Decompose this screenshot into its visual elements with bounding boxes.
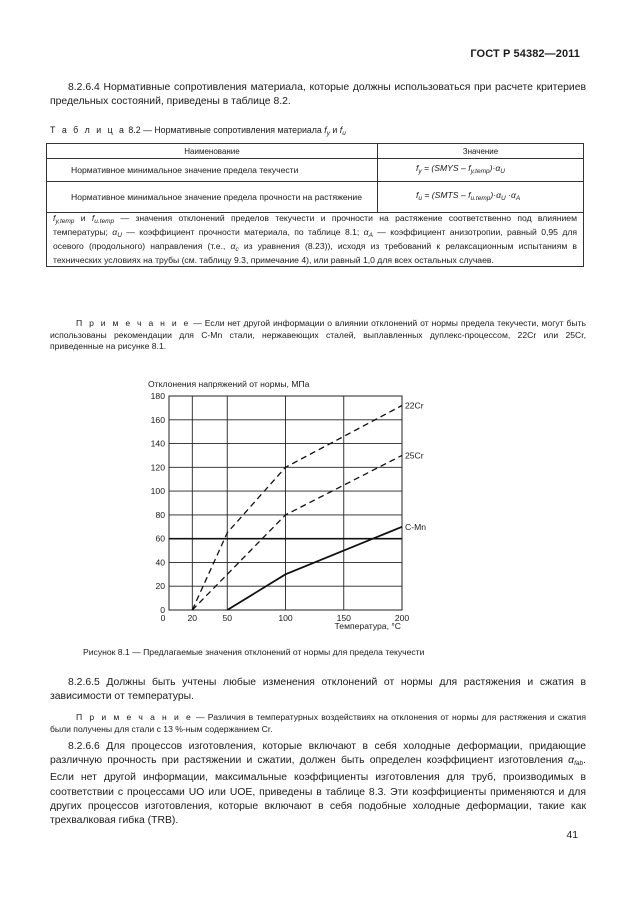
note-1	[50, 318, 586, 353]
table-caption-label: Т а б л и ц а	[50, 125, 126, 135]
page-number: 41	[566, 830, 578, 841]
y-tick-label: 40	[155, 557, 165, 568]
x-tick-label: 20	[187, 613, 198, 623]
series-label: 22Cr	[405, 400, 424, 411]
column-header-name: Наименование	[47, 144, 378, 159]
y-tick-label: 0	[160, 605, 165, 615]
table-row	[47, 159, 584, 182]
row-formula: $f_u$ = (SMTS – $f_{u.temp})\cdot\alpha_U \cdot\alpha_A$	[378, 182, 584, 213]
x-tick-label: 100	[278, 613, 293, 623]
x-tick-label: 0	[160, 613, 166, 623]
caption-conjunction: и	[332, 125, 338, 135]
table-note: $f_{y,temp}$ и $f_{u.temp}$ — значения отклонений пределов текучести и прочности на растяжение соответственно под влиянием температуры; $\alpha_U$ — коэффициент прочности материала, по таблице 8.1; $\alpha_A$ — коэффициент анизотропии, равный 0,95 для осевого (продольного) направления (т.е., $\alpha_c$ из уравнения (8.23)), исходя из требований к релаксационным испытаниям в технических условиях на трубы (см. таблицу 9.3, примечание 4), или равный 1,0 для всех остальных случаев.	[47, 213, 584, 267]
y-tick-label: 140	[150, 438, 165, 449]
y-tick-label: 100	[150, 486, 165, 497]
x-tick-label: 200	[394, 613, 410, 623]
chart-x-axis-label: Температура, °С	[334, 621, 401, 631]
series-line-25cr	[192, 455, 402, 610]
note-label: П р и м е ч а н и е	[76, 318, 191, 328]
row-name: Нормативное минимальное значение предела прочности на растяжение	[47, 182, 378, 213]
x-tick-label: 150	[336, 613, 351, 623]
column-header-value: Значение	[378, 144, 584, 159]
series-label: 25Cr	[405, 450, 424, 461]
table-caption	[50, 125, 346, 140]
row-formula: $f_y$ = (SMYS – $f_{y,temp})\cdot\alpha_U$	[378, 159, 584, 182]
figure-8-1-chart	[140, 374, 450, 636]
table-caption-text: 8.2 — Нормативные сопротивления материала	[128, 125, 322, 135]
note-label: П р и м е ч а н и е	[76, 712, 193, 722]
paragraph-8-2-6-5: 8.2.6.5 Должны быть учтены любые изменения отклонений от нормы для растяжения и сжатия в зависимости от температуры.	[50, 677, 586, 703]
series-line-22cr	[192, 406, 402, 611]
table-8-2	[46, 143, 584, 267]
chart-grid	[169, 396, 402, 610]
paragraph-8-2-6-4: 8.2.6.4 Нормативные сопротивления материала, которые должны использоваться при расчете критериев предельных состояний, приведены в таблице 8.2.	[50, 82, 586, 108]
note-2	[50, 712, 586, 735]
figure-caption: Рисунок 8.1 — Предлагаемые значения отклонений от нормы для предела текучести	[83, 647, 425, 657]
y-tick-label: 80	[155, 509, 165, 520]
paragraph-8-2-6-6: 8.2.6.6 Для процессов изготовления, которые включают в себя холодные деформации, придающие различную прочность при растяжении и сжатии, должен быть определен коэффициент изготовления $\alpha_{fab}$. Если нет другой информации, максимальные коэффициенты изготовления для труб, производимых в соответствии с процессами UO или UOE, приведены в таблице 8.3. Эти коэффициенты применяются и для других процессов изготовления, которые включают в себя подобные холодные деформации, такие как трехвалковая гибка (TRB).	[50, 741, 586, 827]
document-header: ГОСТ Р 54382—2011	[470, 48, 580, 60]
chart-title: Отклонения напряжений от нормы, МПа	[148, 379, 310, 389]
row-name: Нормативное минимальное значение предела текучести	[47, 159, 378, 182]
table-note-row	[47, 213, 584, 267]
y-tick-label: 20	[155, 581, 165, 592]
y-tick-label: 60	[155, 533, 165, 544]
symbol-f: f	[339, 125, 343, 135]
y-tick-label: 120	[150, 462, 165, 473]
note-text: — Различия в температурных воздействиях на отклонения от нормы для растяжения и сжатия были получены для стали с 13 %-ным содержанием Cr.	[50, 712, 587, 734]
y-tick-label: 180	[150, 391, 165, 401]
x-tick-label: 50	[222, 613, 233, 623]
symbol-sub: y	[326, 130, 330, 137]
table-row	[47, 182, 584, 213]
symbol-sub: u	[342, 130, 346, 137]
note-text: — Если нет другой информации о влиянии отклонений от нормы предела текучести, могут быть использованы рекомендации для C-Mn стали, нержавеющих сталей, выплавленных дуплекс-процессом, 22Cr или 25Cr, приведенные на рисунке 8.1.	[50, 318, 587, 352]
series-label: C-Mn	[405, 521, 427, 532]
symbol-f: f	[324, 125, 327, 135]
y-tick-label: 160	[150, 414, 165, 425]
